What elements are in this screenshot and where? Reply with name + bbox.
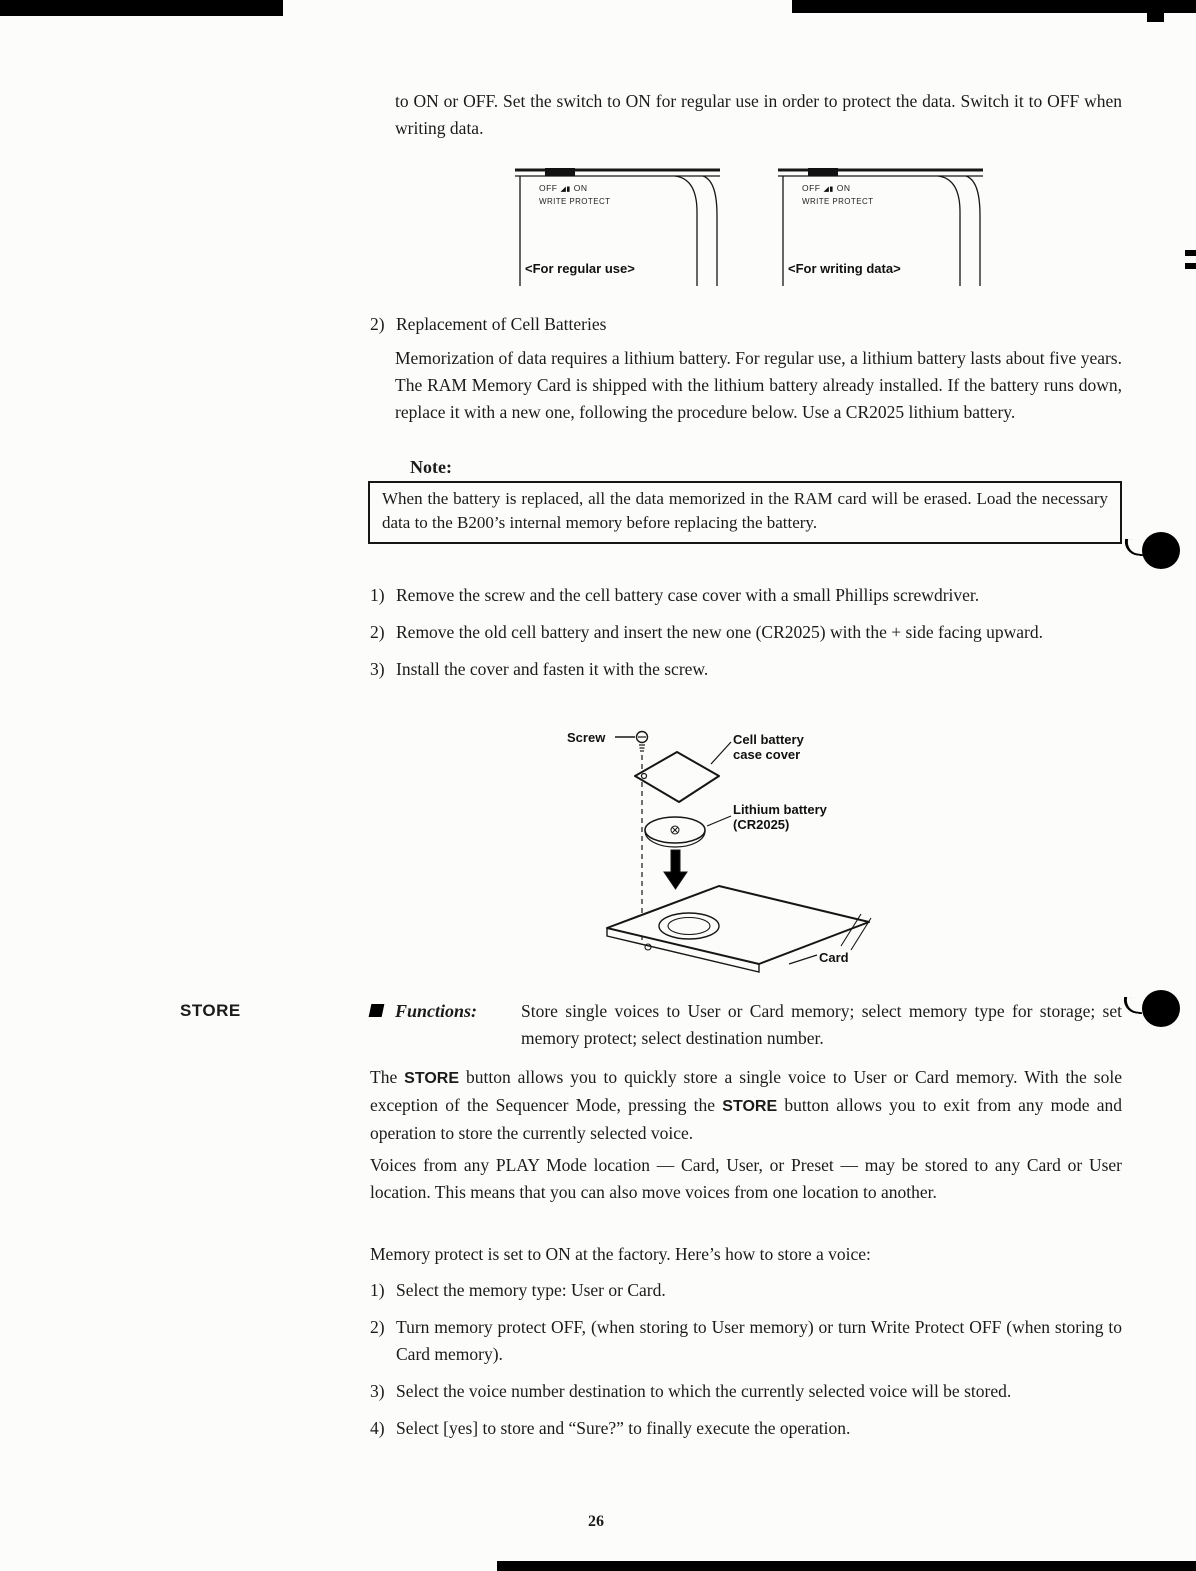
store-steps-list [370,1277,1122,1452]
store-step-3 [370,1378,1122,1405]
battery-intro-paragraph: Memorization of data requires a lithium battery. For regular use, a lithium battery lasts about five years. The RAM Memory Card is shipped with the lithium battery already installed. If the battery runs down, replace it with a new one, following the procedure below. Use a CR2025 lithium battery. [395,348,1122,422]
write-protect-diagram-regular-use [515,168,720,286]
switch-setting-labels [539,183,588,193]
scan-edge-fragment [1185,250,1196,256]
scan-edge-tab [1147,12,1164,22]
functions-bullet-icon [369,1004,385,1017]
scan-blob-artifact [1142,990,1180,1027]
write-protect-label: WRITE PROTECT [539,197,611,206]
text-fragment: The [370,1067,405,1087]
store-paragraph-2: Voices from any PLAY Mode location — Card, User, or Preset — may be stored to any Card or User location. This means that you can also move voices from one location to another. [370,1155,1122,1202]
intro-paragraph: to ON or OFF. Set the switch to ON for regular use in order to protect the data. Switch it to OFF when writing data. [395,91,1122,138]
battery-step-3 [370,656,1122,683]
step-text: Select the memory type: User or Card. [396,1280,666,1300]
step-text: Install the cover and fasten it with the screw. [396,659,709,679]
write-protect-diagram-writing-data [778,168,983,286]
switch-on-label: ON [573,183,588,193]
cell-battery-cover-label: Cell battery case cover [733,732,804,762]
scan-blob-tail [1122,997,1144,1015]
note-box [368,481,1122,544]
switch-setting-labels [802,183,851,193]
step-number: 2) [370,1317,385,1337]
text-fragment: button allows you to exit from any mode and operation to store the currently selected voice. [370,1095,1122,1143]
scan-edge-fragment [1185,263,1196,269]
step-number: 4) [370,1418,385,1438]
write-protect-label: WRITE PROTECT [802,197,874,206]
battery-step-1 [370,582,1122,609]
text-fragment: button allows you to quickly store a single voice to User or Card memory. With the sole exception of the Sequencer Mode, pressing the [370,1067,1122,1115]
switch-knob-icon [558,183,574,193]
battery-steps-list [370,582,1122,693]
diagram-caption: <For regular use> [525,261,635,276]
note-label: Note: [410,457,452,477]
page-number: 26 [588,1513,604,1530]
store-paragraph-1 [370,1064,1122,1147]
functions-label: Functions: [395,1001,478,1021]
diagram-caption: <For writing data> [788,261,901,276]
scan-blob-tail [1123,539,1145,557]
battery-step-2 [370,619,1122,646]
functions-row [370,998,1122,1052]
section-title: Replacement of Cell Batteries [396,314,607,334]
store-bold: STORE [404,1070,459,1087]
step-text: Remove the screw and the cell battery case cover with a small Phillips screwdriver. [396,585,980,605]
scan-edge-bar-top-left [0,0,283,16]
store-step-1 [370,1277,1122,1304]
switch-on-label: ON [836,183,851,193]
scan-edge-bar-top-right [792,0,1196,13]
step-number: 1) [370,1280,385,1300]
step-number: 2) [370,622,385,642]
note-text: When the battery is replaced, all the data memorized in the RAM card will be erased. Load the necessary data to the B200’s internal memory before replacing the battery. [382,489,1108,532]
battery-diagram-drawing [545,718,890,983]
battery-replacement-diagram [545,718,890,983]
step-number: 1) [370,585,385,605]
scan-blob-artifact [1142,532,1180,569]
step-number: 3) [370,1381,385,1401]
store-step-4 [370,1415,1122,1442]
section-number: 2) [370,314,385,334]
card-label: Card [819,950,849,965]
switch-off-label: OFF [539,183,558,193]
margin-label-store: STORE [180,1001,241,1020]
switch-knob-icon [821,183,837,193]
store-paragraph-3: Memory protect is set to ON at the factory. Here’s how to store a voice: [370,1244,871,1264]
step-text: Remove the old cell battery and insert the new one (CR2025) with the + side facing upward. [396,622,1043,642]
step-number: 3) [370,659,385,679]
store-bold: STORE [722,1098,778,1115]
store-step-2 [370,1314,1122,1368]
step-text: Select [yes] to store and “Sure?” to finally execute the operation. [396,1418,851,1438]
lithium-battery-label: Lithium battery (CR2025) [733,802,827,832]
scan-edge-bar-bottom [497,1561,1196,1571]
step-text: Select the voice number destination to which the currently selected voice will be stored. [396,1381,1012,1401]
step-text: Turn memory protect OFF, (when storing to User memory) or turn Write Protect OFF (when storing to Card memory). [396,1317,1122,1364]
functions-text: Store single voices to User or Card memory; select memory type for storage; set memory protect; select destination number. [521,1001,1122,1048]
section-heading-battery-replacement [370,311,1122,338]
screw-label: Screw [567,730,606,745]
switch-off-label: OFF [802,183,821,193]
